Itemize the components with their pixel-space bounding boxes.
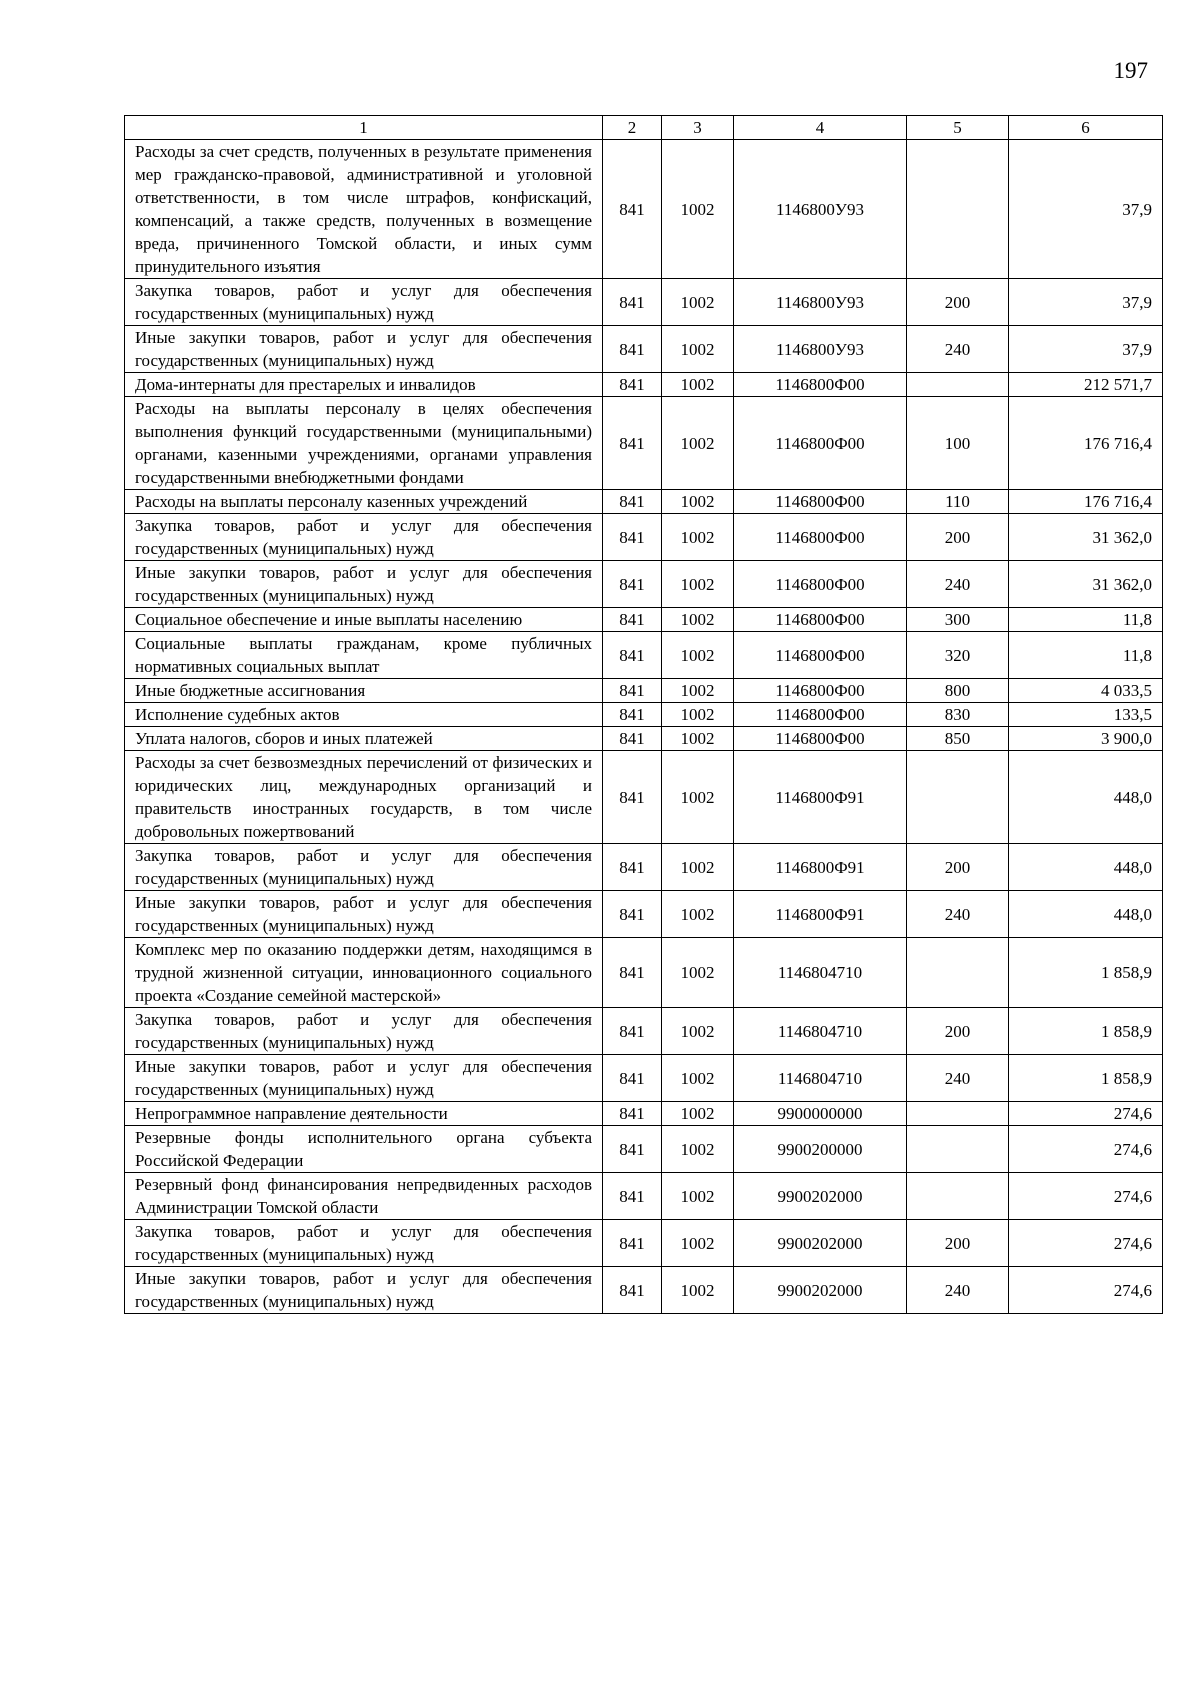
row-target-article: 9900202000 bbox=[734, 1220, 907, 1267]
table-row bbox=[125, 844, 1163, 891]
row-ministry-code: 841 bbox=[603, 514, 662, 561]
row-amount: 3 900,0 bbox=[1009, 727, 1163, 751]
row-expense-type: 200 bbox=[907, 1008, 1009, 1055]
row-ministry-code: 841 bbox=[603, 608, 662, 632]
row-ministry-code: 841 bbox=[603, 279, 662, 326]
row-target-article: 9900000000 bbox=[734, 1102, 907, 1126]
row-section-code: 1002 bbox=[662, 490, 734, 514]
row-ministry-code: 841 bbox=[603, 1126, 662, 1173]
row-target-article: 1146800Ф00 bbox=[734, 727, 907, 751]
row-expense-type: 110 bbox=[907, 490, 1009, 514]
row-section-code: 1002 bbox=[662, 1220, 734, 1267]
table-row bbox=[125, 938, 1163, 1008]
row-amount: 37,9 bbox=[1009, 140, 1163, 279]
row-amount: 274,6 bbox=[1009, 1126, 1163, 1173]
row-ministry-code: 841 bbox=[603, 632, 662, 679]
row-section-code: 1002 bbox=[662, 1173, 734, 1220]
row-target-article: 1146800Ф00 bbox=[734, 679, 907, 703]
table-row bbox=[125, 1055, 1163, 1102]
row-section-code: 1002 bbox=[662, 632, 734, 679]
row-expense-type bbox=[907, 1173, 1009, 1220]
row-target-article: 1146800Ф00 bbox=[734, 373, 907, 397]
table-row bbox=[125, 608, 1163, 632]
row-description: Дома-интернаты для престарелых и инвалидов bbox=[125, 373, 603, 397]
row-section-code: 1002 bbox=[662, 727, 734, 751]
row-target-article: 9900200000 bbox=[734, 1126, 907, 1173]
row-description: Комплекс мер по оказанию поддержки детям, находящимся в трудной жизненной ситуации, инновационного социального проекта «Создание семейной мастерской» bbox=[125, 938, 603, 1008]
budget-table bbox=[124, 115, 1163, 1314]
table-row bbox=[125, 326, 1163, 373]
row-description: Иные бюджетные ассигнования bbox=[125, 679, 603, 703]
table-row bbox=[125, 1173, 1163, 1220]
row-expense-type: 200 bbox=[907, 514, 1009, 561]
page-number: 197 bbox=[1113, 58, 1148, 83]
row-section-code: 1002 bbox=[662, 397, 734, 490]
table-row bbox=[125, 1220, 1163, 1267]
row-section-code: 1002 bbox=[662, 1055, 734, 1102]
row-target-article: 1146804710 bbox=[734, 1055, 907, 1102]
table-row bbox=[125, 561, 1163, 608]
row-description: Закупка товаров, работ и услуг для обеспечения государственных (муниципальных) нужд bbox=[125, 1008, 603, 1055]
row-target-article: 1146800Ф91 bbox=[734, 891, 907, 938]
column-header: 1 bbox=[125, 116, 603, 140]
row-description: Иные закупки товаров, работ и услуг для обеспечения государственных (муниципальных) нужд bbox=[125, 1267, 603, 1314]
row-section-code: 1002 bbox=[662, 1126, 734, 1173]
table-row bbox=[125, 703, 1163, 727]
row-section-code: 1002 bbox=[662, 1102, 734, 1126]
row-amount: 274,6 bbox=[1009, 1102, 1163, 1126]
table-row bbox=[125, 1008, 1163, 1055]
column-header: 3 bbox=[662, 116, 734, 140]
row-amount: 1 858,9 bbox=[1009, 1055, 1163, 1102]
row-description: Непрограммное направление деятельности bbox=[125, 1102, 603, 1126]
table-row bbox=[125, 514, 1163, 561]
row-expense-type: 200 bbox=[907, 844, 1009, 891]
row-description: Иные закупки товаров, работ и услуг для обеспечения государственных (муниципальных) нужд bbox=[125, 326, 603, 373]
row-ministry-code: 841 bbox=[603, 1220, 662, 1267]
row-target-article: 1146804710 bbox=[734, 1008, 907, 1055]
row-expense-type: 240 bbox=[907, 891, 1009, 938]
row-amount: 4 033,5 bbox=[1009, 679, 1163, 703]
row-expense-type bbox=[907, 1126, 1009, 1173]
row-description: Исполнение судебных актов bbox=[125, 703, 603, 727]
table-row bbox=[125, 727, 1163, 751]
row-target-article: 1146800Ф91 bbox=[734, 751, 907, 844]
row-description: Закупка товаров, работ и услуг для обеспечения государственных (муниципальных) нужд bbox=[125, 1220, 603, 1267]
row-target-article: 1146800У93 bbox=[734, 279, 907, 326]
row-section-code: 1002 bbox=[662, 608, 734, 632]
row-target-article: 9900202000 bbox=[734, 1173, 907, 1220]
table-body bbox=[125, 140, 1163, 1314]
row-ministry-code: 841 bbox=[603, 727, 662, 751]
table-row bbox=[125, 632, 1163, 679]
row-amount: 11,8 bbox=[1009, 608, 1163, 632]
row-amount: 1 858,9 bbox=[1009, 938, 1163, 1008]
row-target-article: 1146800Ф00 bbox=[734, 514, 907, 561]
row-section-code: 1002 bbox=[662, 279, 734, 326]
row-expense-type bbox=[907, 140, 1009, 279]
row-ministry-code: 841 bbox=[603, 561, 662, 608]
table-row bbox=[125, 279, 1163, 326]
row-amount: 274,6 bbox=[1009, 1173, 1163, 1220]
row-expense-type: 830 bbox=[907, 703, 1009, 727]
row-description: Уплата налогов, сборов и иных платежей bbox=[125, 727, 603, 751]
row-section-code: 1002 bbox=[662, 514, 734, 561]
row-expense-type: 240 bbox=[907, 1267, 1009, 1314]
row-amount: 176 716,4 bbox=[1009, 397, 1163, 490]
row-expense-type bbox=[907, 751, 1009, 844]
row-description: Расходы на выплаты персоналу казенных учреждений bbox=[125, 490, 603, 514]
row-description: Закупка товаров, работ и услуг для обеспечения государственных (муниципальных) нужд bbox=[125, 514, 603, 561]
row-section-code: 1002 bbox=[662, 938, 734, 1008]
table-row bbox=[125, 373, 1163, 397]
row-ministry-code: 841 bbox=[603, 703, 662, 727]
table-row bbox=[125, 490, 1163, 514]
table-row bbox=[125, 1102, 1163, 1126]
table-row bbox=[125, 679, 1163, 703]
row-expense-type: 200 bbox=[907, 1220, 1009, 1267]
row-expense-type: 240 bbox=[907, 561, 1009, 608]
row-ministry-code: 841 bbox=[603, 1173, 662, 1220]
row-ministry-code: 841 bbox=[603, 679, 662, 703]
row-section-code: 1002 bbox=[662, 751, 734, 844]
row-ministry-code: 841 bbox=[603, 326, 662, 373]
row-target-article: 1146800Ф00 bbox=[734, 608, 907, 632]
row-section-code: 1002 bbox=[662, 561, 734, 608]
row-amount: 448,0 bbox=[1009, 751, 1163, 844]
row-amount: 274,6 bbox=[1009, 1220, 1163, 1267]
row-ministry-code: 841 bbox=[603, 1008, 662, 1055]
row-target-article: 1146804710 bbox=[734, 938, 907, 1008]
row-expense-type: 200 bbox=[907, 279, 1009, 326]
table-row bbox=[125, 1267, 1163, 1314]
row-amount: 31 362,0 bbox=[1009, 514, 1163, 561]
row-target-article: 1146800У93 bbox=[734, 140, 907, 279]
row-expense-type bbox=[907, 938, 1009, 1008]
row-expense-type: 800 bbox=[907, 679, 1009, 703]
row-expense-type bbox=[907, 1102, 1009, 1126]
row-expense-type: 320 bbox=[907, 632, 1009, 679]
row-ministry-code: 841 bbox=[603, 1267, 662, 1314]
table-row bbox=[125, 1126, 1163, 1173]
row-target-article: 1146800У93 bbox=[734, 326, 907, 373]
row-description: Социальное обеспечение и иные выплаты населению bbox=[125, 608, 603, 632]
row-expense-type: 240 bbox=[907, 326, 1009, 373]
row-amount: 176 716,4 bbox=[1009, 490, 1163, 514]
column-header: 6 bbox=[1009, 116, 1163, 140]
row-amount: 448,0 bbox=[1009, 844, 1163, 891]
row-ministry-code: 841 bbox=[603, 938, 662, 1008]
row-section-code: 1002 bbox=[662, 679, 734, 703]
row-target-article: 1146800Ф00 bbox=[734, 632, 907, 679]
row-amount: 31 362,0 bbox=[1009, 561, 1163, 608]
row-amount: 133,5 bbox=[1009, 703, 1163, 727]
row-target-article: 9900202000 bbox=[734, 1267, 907, 1314]
row-amount: 37,9 bbox=[1009, 326, 1163, 373]
row-amount: 274,6 bbox=[1009, 1267, 1163, 1314]
row-expense-type: 850 bbox=[907, 727, 1009, 751]
row-ministry-code: 841 bbox=[603, 1102, 662, 1126]
row-description: Расходы за счет средств, полученных в результате применения мер гражданско-правовой, административной и уголовной ответственности, в том числе штрафов, конфискаций, компенсаций, а также средств, полученных в возмещение вреда, причиненного Томской области, и иных сумм принудительного изъятия bbox=[125, 140, 603, 279]
row-section-code: 1002 bbox=[662, 1008, 734, 1055]
row-description: Расходы за счет безвозмездных перечислений от физических и юридических лиц, международных организаций и правительств иностранных государств, в том числе добровольных пожертвований bbox=[125, 751, 603, 844]
row-ministry-code: 841 bbox=[603, 751, 662, 844]
table-row bbox=[125, 140, 1163, 279]
row-description: Иные закупки товаров, работ и услуг для обеспечения государственных (муниципальных) нужд bbox=[125, 561, 603, 608]
row-description: Резервный фонд финансирования непредвиденных расходов Администрации Томской области bbox=[125, 1173, 603, 1220]
row-description: Закупка товаров, работ и услуг для обеспечения государственных (муниципальных) нужд bbox=[125, 279, 603, 326]
row-description: Резервные фонды исполнительного органа субъекта Российской Федерации bbox=[125, 1126, 603, 1173]
row-target-article: 1146800Ф00 bbox=[734, 490, 907, 514]
row-amount: 11,8 bbox=[1009, 632, 1163, 679]
table-row bbox=[125, 751, 1163, 844]
table-row bbox=[125, 397, 1163, 490]
row-section-code: 1002 bbox=[662, 373, 734, 397]
row-amount: 448,0 bbox=[1009, 891, 1163, 938]
row-section-code: 1002 bbox=[662, 703, 734, 727]
column-header: 4 bbox=[734, 116, 907, 140]
row-ministry-code: 841 bbox=[603, 1055, 662, 1102]
row-description: Иные закупки товаров, работ и услуг для обеспечения государственных (муниципальных) нужд bbox=[125, 891, 603, 938]
row-ministry-code: 841 bbox=[603, 490, 662, 514]
row-target-article: 1146800Ф91 bbox=[734, 844, 907, 891]
row-ministry-code: 841 bbox=[603, 140, 662, 279]
row-ministry-code: 841 bbox=[603, 891, 662, 938]
row-target-article: 1146800Ф00 bbox=[734, 397, 907, 490]
row-description: Закупка товаров, работ и услуг для обеспечения государственных (муниципальных) нужд bbox=[125, 844, 603, 891]
column-header: 2 bbox=[603, 116, 662, 140]
row-amount: 1 858,9 bbox=[1009, 1008, 1163, 1055]
row-section-code: 1002 bbox=[662, 844, 734, 891]
row-expense-type: 100 bbox=[907, 397, 1009, 490]
row-amount: 212 571,7 bbox=[1009, 373, 1163, 397]
row-ministry-code: 841 bbox=[603, 373, 662, 397]
row-expense-type: 240 bbox=[907, 1055, 1009, 1102]
row-section-code: 1002 bbox=[662, 891, 734, 938]
row-ministry-code: 841 bbox=[603, 844, 662, 891]
row-expense-type bbox=[907, 373, 1009, 397]
row-description: Социальные выплаты гражданам, кроме публичных нормативных социальных выплат bbox=[125, 632, 603, 679]
row-target-article: 1146800Ф00 bbox=[734, 561, 907, 608]
row-description: Иные закупки товаров, работ и услуг для обеспечения государственных (муниципальных) нужд bbox=[125, 1055, 603, 1102]
column-header: 5 bbox=[907, 116, 1009, 140]
table-row bbox=[125, 891, 1163, 938]
row-amount: 37,9 bbox=[1009, 279, 1163, 326]
row-section-code: 1002 bbox=[662, 140, 734, 279]
row-target-article: 1146800Ф00 bbox=[734, 703, 907, 727]
row-expense-type: 300 bbox=[907, 608, 1009, 632]
column-number-row bbox=[125, 116, 1163, 140]
row-description: Расходы на выплаты персоналу в целях обеспечения выполнения функций государственными (муниципальными) органами, казенными учреждениями, органами управления государственными внебюджетными фондами bbox=[125, 397, 603, 490]
row-section-code: 1002 bbox=[662, 326, 734, 373]
row-section-code: 1002 bbox=[662, 1267, 734, 1314]
row-ministry-code: 841 bbox=[603, 397, 662, 490]
